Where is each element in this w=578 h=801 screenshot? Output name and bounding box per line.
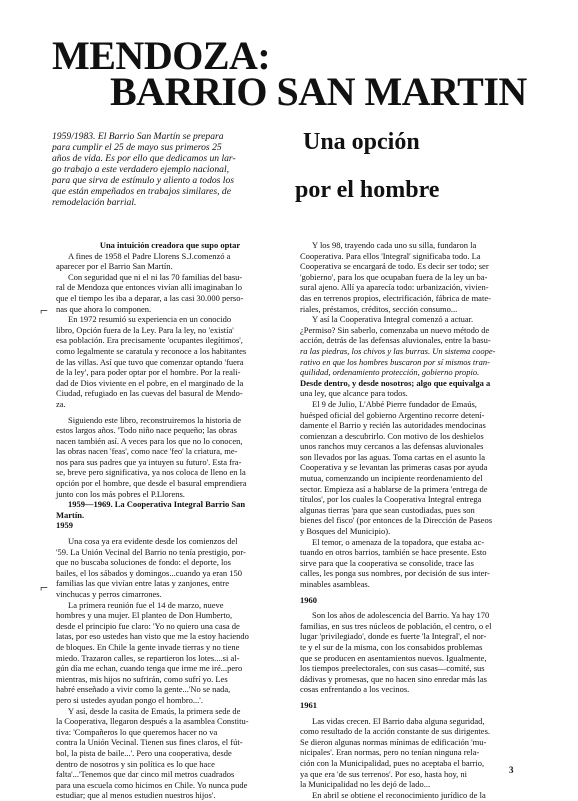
text-line: que se producen en asentamientos nuevos. Igualmente, <box>300 652 487 663</box>
text-line: comienzan a descubrirlo. Con motivo de los deshielos <box>300 430 484 441</box>
margin-mark: ⌐ <box>40 304 48 319</box>
text-line: y Bosques del Municipio). <box>300 526 391 537</box>
text-line: ra las piedras, los chivos y las burras. Un sistema coope- <box>300 345 496 356</box>
text-line: quilidad, ordenamiento protección, gobierno propio. <box>300 367 480 378</box>
text-line: te y el sur de la misma, con los consabidos problemas <box>300 641 483 652</box>
text-line: nas que ahora lo componen. <box>56 303 152 314</box>
text-line: se, breve pero significativa, ya nos coloca de lleno en la <box>56 467 246 478</box>
text-line: estudiar; que al menos estudien nuestros hijos'. <box>56 790 216 801</box>
text-line: Y así la Cooperativa Integral comenzó a actuar. <box>312 314 474 325</box>
text-line: tuando en otros barrios, también se hace presente. Esto <box>300 547 487 558</box>
text-line: riales, préstamos, créditos, sección consumo... <box>300 303 458 314</box>
text-line: gún día me echan, cuando tenga que irme me iré...pero <box>56 663 243 674</box>
text-line: das en terrenos propios, electrificación, fábrica de mate- <box>300 292 491 303</box>
text-line: habré enseñado a vivir como la gente...'No se nada, <box>56 684 231 695</box>
text-line: que no buscaba soluciones de fondo: el deporte, los <box>56 557 231 568</box>
text-line: ya que era 'de sus terrenos'. Por eso, hasta hoy, ni <box>300 768 468 779</box>
text-line: Siguiendo este libro, reconstruiremos la historia de <box>68 414 242 425</box>
text-line: damente el Barrio y recién las autoridades mendocinas <box>300 420 486 431</box>
text-line: familias las que vivían entre latas y zanjones, entre <box>56 578 230 589</box>
intro-line: años de vida. Es por ello que dedicamos un lar- <box>52 153 236 164</box>
text-line: Son los años de adolescencia del Barrio. Ya hay 170 <box>312 610 490 621</box>
text-line: pero si ustedes ayudan pongo el hombro...'. <box>56 694 203 705</box>
text-line: estos largos años. 'Todo niño nace pequeño; las obras <box>56 425 237 436</box>
subtitle-line-2: por el hombre <box>295 177 440 203</box>
text-line: ¿Permiso? Sin saberlo, comenzaba un nuevo método de <box>300 324 490 335</box>
text-line: sural ajeno. Allí ya aparecía todo: urbanización, vivien- <box>300 282 489 293</box>
intro-line: 1959/1983. El Barrio San Martín se prepara <box>52 131 224 142</box>
margin-mark: ⌐ <box>40 581 48 596</box>
text-line: lugar 'privilegiado', donde es fuerte 'la Integral', el nor- <box>300 631 487 642</box>
text-line: Y los 98, trayendo cada uno su silla, fundaron la <box>312 240 477 250</box>
text-line: junto con los más pobres el P.Llorens. <box>56 488 185 499</box>
text-line: títulos', por los cuales la Cooperativa Integral entrega <box>300 494 482 505</box>
intro-paragraph <box>52 131 274 208</box>
text-line: 1960 <box>300 594 317 605</box>
text-line: dentro de nosotros y sin política es lo que hace <box>56 758 215 769</box>
text-line: una ley, que alcance para todos. <box>300 388 408 399</box>
text-line: Cooperativa. Para ellos 'Integral' significaba todo. La <box>300 250 481 261</box>
text-line: El temor, o amenaza de la topadora, que estaba ac- <box>312 536 485 547</box>
text-line: son llevados por las aguas. Toma cartas en el asunto la <box>300 451 486 462</box>
text-line: opción por el hombre, que desde el basural emprendiera <box>56 478 247 489</box>
text-line: 1959—1969. La Cooperativa Integral Barrio San <box>68 499 246 510</box>
text-line: Cooperativa y se levantan las primeras casas por ayuda <box>300 462 488 473</box>
text-line: libro, Opción fuera de la Ley. Para la ley, no 'existía' <box>56 324 234 335</box>
intro-line: remodelación barrial. <box>52 197 137 208</box>
text-line: aparecer por el Barrio San Martín. <box>56 261 173 272</box>
text-line: Las vidas crecen. El Barrio daba alguna seguridad, <box>312 715 485 726</box>
text-line: sirve para que la cooperativa se consolide, trace las <box>300 557 474 568</box>
text-line: que el tiempo les iba a deparar, a las casi 30.000 perso- <box>56 292 244 303</box>
intro-line: go trabajo a este verdadero ejemplo nacional, <box>52 164 230 175</box>
text-line: Martín. <box>56 509 85 520</box>
text-line: Una intuición creadora que supo optar <box>99 240 241 250</box>
intro-line: que están empeñados en trabajos similares, de <box>52 186 231 197</box>
text-line: de la ley', para poder optar por el hombre. Por la reali- <box>56 367 241 378</box>
text-line: mientras, mis hijos no sufrirán, como sufrí yo. Les <box>56 673 228 684</box>
text-line: la Municipalidad no les dejó de lado... <box>300 779 431 790</box>
text-line: vinchucas y perros cimarrones. <box>56 589 162 599</box>
text-line: algunas tierras 'para que sean custodiadas, pues son <box>300 504 475 515</box>
text-line: de las villas. Así que tuvo que comenzar optando 'fuera <box>56 356 244 367</box>
text-line: za. <box>56 398 66 409</box>
text-line: como resultado de la acción constante de sus dirigentes. <box>300 726 491 737</box>
text-line: hombres y una mujer. El planteo de Don Humberto, <box>56 610 233 621</box>
text-line: ción con la Municipalidad, pues no aceptaba el barrio, <box>300 757 485 768</box>
subtitle-line-1: Una opción <box>303 129 420 155</box>
text-line: latas, por eso ustedes han visto que me la estoy haciendo <box>56 631 249 642</box>
text-line: rativo en que los hombres buscaron por sí mismos tran- <box>300 356 490 367</box>
text-line: Desde dentro, y desde nosotros; algo que equivalga a <box>300 377 491 388</box>
text-line: dad de Dios viviente en el pobre, en el marginado de la <box>56 377 244 388</box>
text-line: de bloques. En Chile la gente invade tierras y no tiene <box>56 641 240 652</box>
text-line: La primera reunión fue el 14 de marzo, nueve <box>68 599 224 610</box>
text-line: 1961 <box>300 699 317 710</box>
text-line: minables asambleas. <box>300 579 370 589</box>
text-line: Y así, desde la casita de Emaús, la primera sede de <box>68 705 241 716</box>
text-line: nicipales'. Eran normas, pero no tenían ninguna rela- <box>300 747 480 758</box>
text-line: falta'...'Tenemos que dar cinco mil metros cuadrados <box>56 769 235 780</box>
text-line: contra la Unión Vecinal. Tienen sus fines claros, el fút- <box>56 737 243 748</box>
text-line: familias, en sus tres núcleos de población, el centro, o el <box>300 620 492 631</box>
left-column <box>56 240 284 801</box>
text-line: unos ranchos muy cercanos a las defensas aluvionales <box>300 441 484 452</box>
text-line: la Cooperativa, llegaron después a la asamblea Constitu- <box>56 716 249 727</box>
right-column <box>300 240 526 800</box>
text-line: bol, la pista de baile...'. Pero una cooperativa, desde <box>56 747 232 758</box>
text-line: acción, detrás de las defensas aluvionales, entre la basu- <box>300 335 491 346</box>
text-line: bienes del fisco' (por entonces de la Dirección de Paseos <box>300 515 493 526</box>
text-line: miedo. Trazaron calles, se repartieron los lotes....si al- <box>56 652 240 663</box>
text-line: 1959 <box>56 520 73 531</box>
page-number: 3 <box>509 765 514 775</box>
text-line: para una escuela como hicimos en Chile. Yo nunca pude <box>56 779 248 790</box>
text-line: huésped oficial del gobierno Argentino recorre detení- <box>300 409 485 420</box>
intro-line: para cumplir el 25 de mayo sus primeros 25 <box>52 142 222 153</box>
text-line: ral de Mendoza que entonces vivían allí imaginaban lo <box>56 282 242 293</box>
text-line: 'gobierno', para los que ocupaban fuera de la ley un ba- <box>300 271 488 282</box>
text-line: sector. Empieza así a hablarse de la primera 'entrega de <box>300 483 488 494</box>
text-line: Con seguridad que ni el ni las 70 familias del basu- <box>68 271 243 282</box>
title-line-1: MENDOZA: <box>52 33 271 78</box>
text-line: dádivas y promesas, que no hacen sino enredar más las <box>300 673 487 684</box>
text-line: tiva: 'Compañeros lo que queremos hacer no va <box>56 726 218 737</box>
text-line: mutua, comenzando un incipiente reordenamiento del <box>300 473 483 484</box>
text-line: '59. La Unión Vecinal del Barrio no tenía prestigio, por- <box>56 546 246 557</box>
text-line: las obras nacen 'feas', como nace 'feo' la criatura, me- <box>56 446 238 457</box>
title-line-2: BARRIO SAN MARTIN <box>110 69 527 114</box>
text-line: los tiempos preelectorales, con sus casas—comité, sus <box>300 663 485 674</box>
text-line: esa población. Era precisamente 'ocupantes ilegítimos', <box>56 335 243 346</box>
text-line: En abril se obtiene el reconocimiento jurídico de la <box>312 789 486 800</box>
text-line: Una cosa ya era evidente desde los comienzos del <box>68 536 238 547</box>
text-line: bailes, el los sábados y domingos...cuando ya eran 150 <box>56 567 243 578</box>
text-line: como legalmente se caratula y reconoce a los habitantes <box>56 345 247 356</box>
text-line: nacen también así. A veces para los que no lo conocen, <box>56 435 243 446</box>
text-line: nos para sus padres que ya intuyen su futuro'. Esta fra- <box>56 456 242 467</box>
text-line: calles, les ponga sus nombres, por decisión de sus inter- <box>300 568 490 579</box>
text-line: Ciudad, refugiado en las cuevas del basural de Mendo- <box>56 388 243 399</box>
text-line: cosas enfrentando a los vecinos. <box>300 684 410 695</box>
text-line: Se dieron algunas normas mínimas de edificación 'mu- <box>300 736 487 747</box>
text-line: Cooperativa se encargará de todo. Es decir ser todo; ser <box>300 261 489 272</box>
text-line: A fines de 1958 el Padre Llorens S.J.comenzó a <box>68 250 231 261</box>
text-line: El 9 de Julio, L'Abbé Pierre fundador de Emaús, <box>312 398 477 409</box>
intro-line: para que sirva de estímulo y aliento a todos los <box>52 175 235 186</box>
text-line: desde el principio fue claro: 'Yo no quiero una casa de <box>56 620 240 631</box>
text-line: En 1972 resumió su experiencia en un conocido <box>68 314 232 325</box>
